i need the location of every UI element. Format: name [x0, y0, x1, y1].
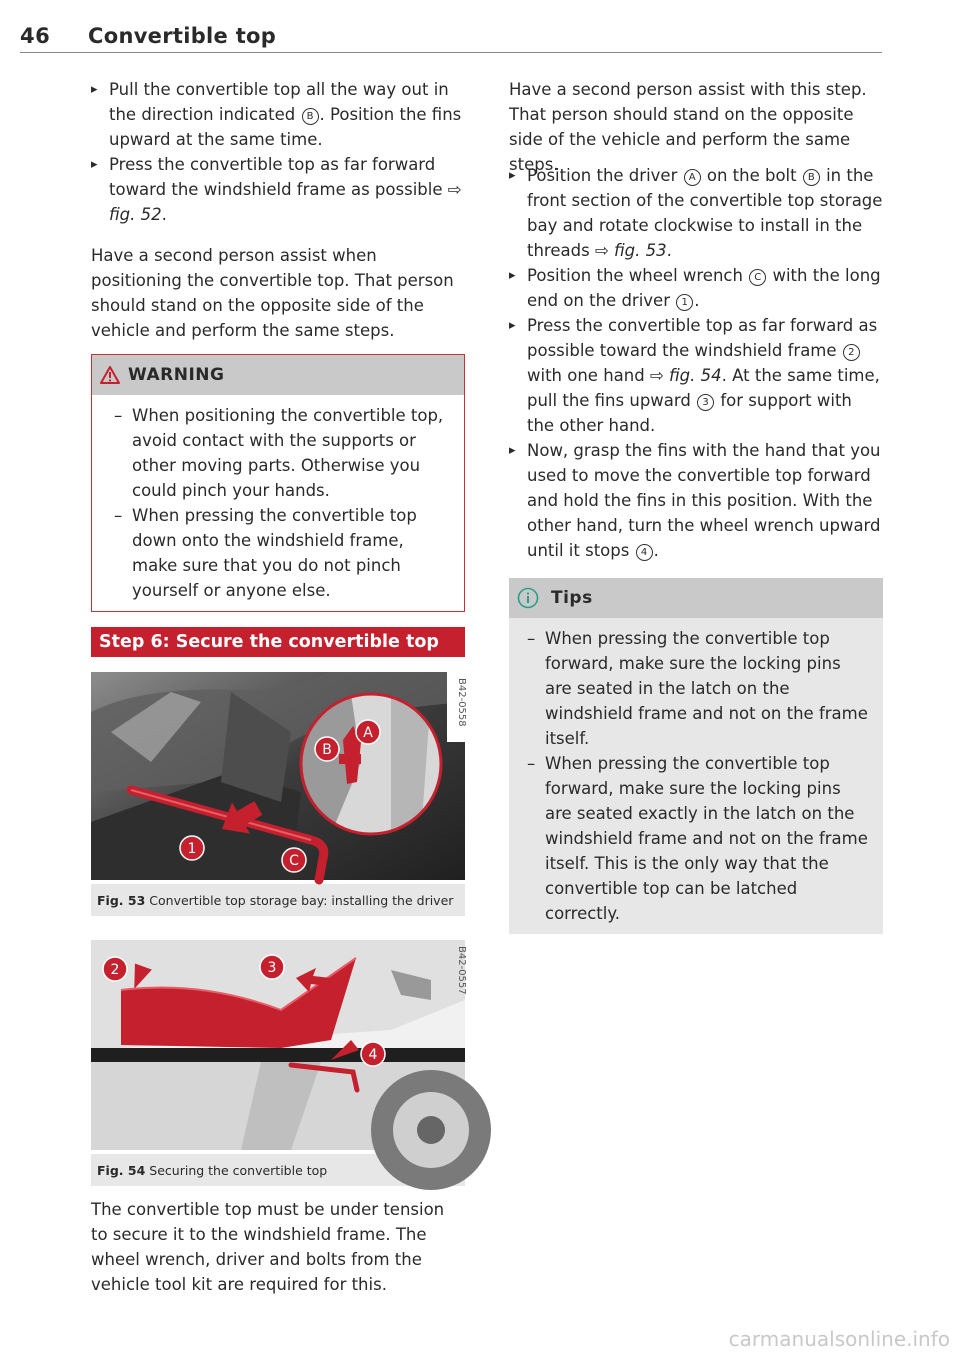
- step-item: ▸ Press the convertible top as far forward as possible toward the windshield frame 2 with one hand ⇨ fig. 54. At the same time, pull the fins upward 3 for support with the other hand.: [509, 313, 883, 438]
- warning-title: WARNING: [128, 365, 225, 385]
- svg-text:C: C: [289, 853, 299, 869]
- svg-text:3: 3: [267, 960, 277, 976]
- marker-c: C: [749, 269, 766, 286]
- tips-box: [509, 578, 883, 934]
- callout-1: [180, 836, 204, 860]
- marker-a: A: [684, 169, 701, 186]
- figure-reference[interactable]: ⇨ fig. 53: [594, 241, 667, 260]
- page-title: Convertible top: [88, 24, 277, 48]
- steps-list-2: [509, 163, 883, 563]
- svg-text:4: 4: [368, 1047, 378, 1063]
- figure-reference[interactable]: ⇨ fig. 54: [649, 366, 722, 385]
- figure-53-illustration: [91, 672, 465, 880]
- callout-c: [282, 848, 306, 872]
- svg-text:A: A: [363, 725, 373, 741]
- marker-2: 2: [843, 344, 860, 361]
- callout-4: [361, 1042, 385, 1066]
- step-item: ▸ Pull the convertible top all the way out in the direction indicated B . Position the fins upward at the same time.: [91, 77, 465, 152]
- paragraph: Have a second person assist when positioning the convertible top. That person should stand on the opposite side of the vehicle and perform the same steps.: [91, 246, 454, 340]
- header-divider: [20, 52, 882, 53]
- figure-54-caption: Fig. 54 Securing the convertible top: [91, 1154, 465, 1186]
- watermark: carmanualsonline.info: [728, 1327, 950, 1351]
- tips-header: [509, 578, 883, 618]
- figure-54: [91, 940, 465, 1186]
- tips-title: Tips: [551, 588, 593, 608]
- tips-item: – When pressing the convertible top forward, make sure the locking pins are seated exactly in the latch on the windshield frame and not on the frame itself. This is the only way that the convertible top can be latched correctly.: [517, 751, 869, 926]
- callout-b: [315, 737, 339, 761]
- callout-2: [103, 957, 127, 981]
- figure-54-illustration: [91, 940, 465, 1150]
- callout-3: [260, 955, 284, 979]
- warning-item: – When pressing the convertible top down onto the windshield frame, make sure that you do not pinch yourself or anyone else.: [104, 503, 450, 603]
- figure-code: B42-0557: [456, 946, 467, 995]
- paragraph: Have a second person assist with this step. That person should stand on the opposite side of the vehicle and perform the same steps.: [509, 80, 867, 174]
- callout-a: [356, 720, 380, 744]
- figure-53: [91, 672, 465, 916]
- warning-list: [104, 403, 450, 603]
- section-title: Step 6: Secure the convertible top: [91, 627, 465, 657]
- warning-header: [92, 355, 464, 395]
- tips-list: [517, 626, 869, 926]
- page-number: 46: [20, 24, 51, 48]
- step-item: ▸ Now, grasp the fins with the hand that you used to move the convertible top forward and hold the fins in this position. With the other hand, turn the wheel wrench upward until it stops 4 .: [509, 438, 883, 563]
- tips-item: – When pressing the convertible top forward, make sure the locking pins are seated in the latch on the windshield frame and not on the frame itself.: [517, 626, 869, 751]
- marker-b: B: [302, 108, 319, 125]
- figure-code: B42-0558: [456, 678, 467, 727]
- svg-text:B: B: [322, 742, 332, 758]
- warning-icon: [100, 366, 120, 384]
- warning-box: [91, 354, 465, 612]
- marker-4: 4: [636, 544, 653, 561]
- step-item: ▸ Position the driver A on the bolt B in the front section of the convertible top storage bay and rotate clockwise to install in the threads ⇨ fig. 53.: [509, 163, 883, 263]
- step-item: ▸ Press the convertible top as far forward toward the windshield frame as possible ⇨ fig. 52.: [91, 152, 465, 227]
- paragraph: The convertible top must be under tension to secure it to the windshield frame. The wheel wrench, driver and bolts from the vehicle tool kit are required for this.: [91, 1200, 445, 1294]
- figure-reference[interactable]: ⇨ fig. 52: [109, 180, 462, 224]
- info-icon: [517, 587, 539, 609]
- figure-53-caption: Fig. 53 Convertible top storage bay: installing the driver: [91, 884, 465, 916]
- marker-3: 3: [697, 394, 714, 411]
- steps-list-1: [91, 77, 465, 227]
- step-item: ▸ Position the wheel wrench C with the long end on the driver 1 .: [509, 263, 883, 313]
- svg-text:2: 2: [110, 962, 120, 978]
- marker-1: 1: [676, 294, 693, 311]
- svg-text:1: 1: [187, 841, 197, 857]
- warning-item: – When positioning the convertible top, avoid contact with the supports or other moving parts. Otherwise you could pinch your hands.: [104, 403, 450, 503]
- marker-b: B: [803, 169, 820, 186]
